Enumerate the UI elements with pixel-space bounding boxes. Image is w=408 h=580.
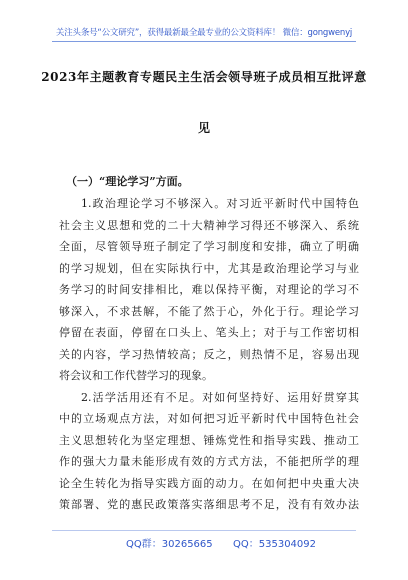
paragraph-line: 务学习的时间安排相比，难以保持平衡，对理论的学习不 [59, 283, 359, 296]
footer-qq-group: QQ群：30265665 [126, 539, 213, 550]
header-notice: 关注头条号“公文研究”，获得最新最全最专业的公文资料库！ 微信：gongwenyj [55, 28, 353, 38]
paragraph-line: 全面，尽管领导班子制定了学习制度和安排，确立了明确 [59, 240, 359, 253]
document-title-line-1: 2023年主题教育专题民主生活会领导班子成员相互批评意 [41, 70, 367, 84]
paragraph-line: 停留在表面，停留在口头上、笔头上；对于与工作密切相 [59, 326, 359, 339]
paragraph-line: 中的立场观点方法，对如何把习近平新时代中国特色社会 [59, 412, 359, 425]
header-divider [52, 41, 356, 42]
body-text [59, 193, 359, 516]
document-title-line-2: 见 [197, 121, 210, 135]
paragraph-line: 主义思想转化为坚定理想、锤炼党性和指导实践、推动工 [59, 433, 359, 447]
paragraph-line: 关的内容，学习热情较高；反之，则热情不足，容易出现 [59, 347, 359, 361]
paragraph-line: 将会议和工作代替学习的现象。 [59, 369, 213, 382]
paragraph-line: 2.活学活用还有不足。对如何坚持好、运用好贯穿其 [81, 390, 359, 404]
section-heading: （一）“理论学习”方面。 [66, 175, 189, 188]
footer-divider [52, 530, 356, 531]
paragraph-line: 社会主义思想和党的二十大精神学习得还不够深入、系统 [59, 218, 359, 232]
paragraph-line: 策部署、党的惠民政策落实落细思考不足，没有有效办法 [59, 498, 359, 511]
paragraph-line: 够深入，不求甚解，不能了然于心，外化于行。理论学习 [59, 304, 359, 318]
paragraph-line: 的学习规划，但在实际执行中，尤其是政治理论学习与业 [59, 261, 359, 275]
paragraph-line: 1.政治理论学习不够深入。对习近平新时代中国特色 [81, 197, 359, 210]
paragraph-line: 作的强大力量未能形成有效的方式方法，不能把所学的理 [59, 455, 359, 468]
paragraph-line: 论全生转化为指导实践方面的动力。在如何把中央重大决 [59, 476, 359, 490]
footer-qq-contact: QQ：535304092 [233, 539, 317, 550]
footer [0, 535, 408, 549]
